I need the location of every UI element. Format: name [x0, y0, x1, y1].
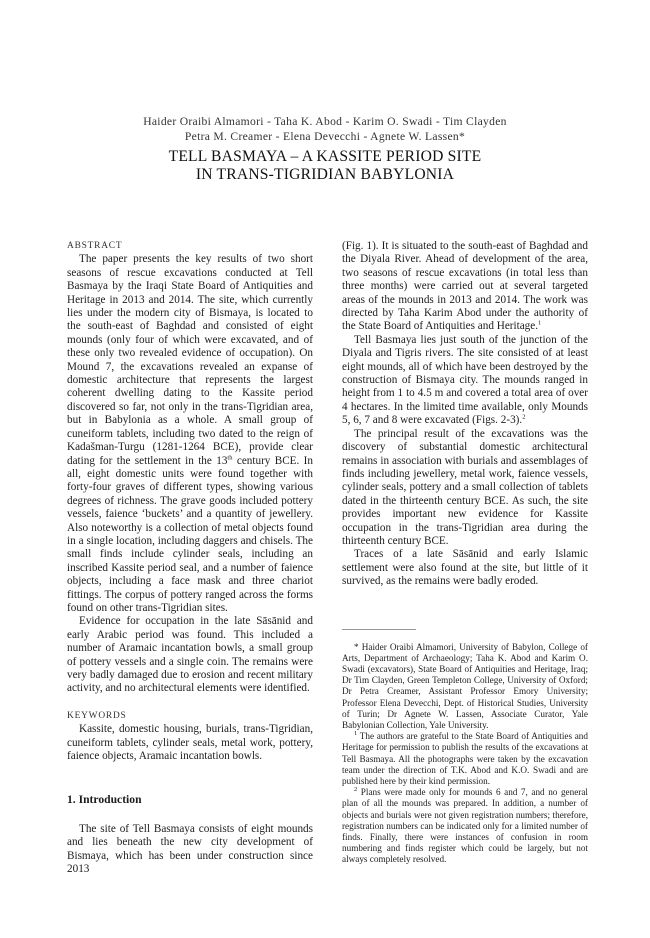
- keywords-text: Kassite, domestic housing, burials, trans-Tigridian, cuneiform tablets, cylinder seals, metal work, pottery, faience objects, Aramaic incantation bowls.: [67, 723, 313, 763]
- abstract-paragraph-2: Evidence for occupation in the late Sāsānid and early Arabic period was found. This included a number of Aramaic incantation bowls, a small group of pottery vessels and a single coin. The remains were very badly damaged due to erosion and recent military activity, and no architectural elements were identified.: [67, 615, 313, 695]
- keywords-heading: KEYWORDS: [67, 710, 127, 721]
- abstract-heading: ABSTRACT: [67, 241, 123, 251]
- title-line-2: IN TRANS-TIGRIDIAN BABYLONIA: [195, 166, 455, 183]
- body-paragraph-4: Traces of a late Sāsānid and early Islamic settlement were also found at the site, but little of it survived, as the remains were badly eroded.: [342, 548, 588, 588]
- author-list: [60, 114, 590, 144]
- abstract-paragraph-1: The paper presents the key results of two short seasons of rescue excavations conducted at Tell Basmaya by the Iraqi State Board of Antiquities and Heritage in 2013 and 2014. The site, which currently lies under the modern city of Bismaya, is located to the south-east of Baghdad and consisted of eight mounds (only four of which were excavated, and of these only two revealed evidence of occupation). On Mound 7, the excavations revealed an expanse of domestic architecture that represents the largest coherent dwelling dating to the Kassite period discovered so far, not only in the trans-Tigridian area, but in Babylonia as a whole. A small group of cuneiform tablets, including two dated to the reign of Kadašman-Turgu (1281-1264 BCE), provide clear dating for the settlement in the 13th century BCE. In all, eight domestic units were found together with forty-four graves of different types, showing various degrees of richness. The grave goods included pottery vessels, faience ‘buckets’ and a quantity of jewellery. Also noteworthy is a collection of metal objects found in a single location, including daggers and chisels. The small finds include cylinder seals, including an inscribed Kassite period seal, and a number of faience objects, including a face mask and three chariot fittings. The corpus of pottery ranged across the forms found on other trans-Tigridian sites.: [67, 253, 314, 614]
- footnote-divider: [342, 629, 416, 630]
- right-column: [342, 240, 588, 866]
- title-line-1: TELL BASMAYA – A KASSITE PERIOD SITE: [168, 148, 482, 165]
- footnotes: [342, 642, 588, 866]
- body-paragraph-2: Tell Basmaya lies just south of the junction of the Diyala and Tigris rivers. The site consisted of at least eight mounds, all of which have been destroyed by the construction of Bismaya city. The mounds ranged in height from 1 to 4.5 m and covered a total area of over 4 hectares. In the limited time available, only Mounds 5, 6, 7 and 8 were excavated (Figs. 2-3).$^2$: [342, 333, 588, 427]
- footnote-1: $^1$ The authors are grateful to the State Board of Antiquities and Heritage for permission to publish the results of the excavations at Tell Basmaya. All the photographs were taken by the excavation team under the direction of T.K. Abod and K.O. Swadi and are published here by their kind permission.: [342, 730, 588, 786]
- body-paragraph-1: (Fig. 1). It is situated to the south-east of Baghdad and the Diyala River. Ahead of development of the area, two seasons of rescue excavations (in total less than three months) were carried out at several targeted areas of the mounds in 2013 and 2014. The work was directed by Taha Karim Abod under the authority of the State Board of Antiquities and Heritage.$^1$: [342, 240, 588, 333]
- introduction-paragraph-1: The site of Tell Basmaya consists of eight mounds and lies beneath the new city development of Bismaya, which has been under construction since 2013: [67, 822, 313, 876]
- authors-line-1: Haider Oraibi Almamori - Taha K. Abod - Karim O. Swadi - Tim Clayden: [143, 115, 507, 128]
- article-title: [60, 148, 590, 184]
- introduction-heading: 1. Introduction: [67, 793, 142, 807]
- footnote-authors: * Haider Oraibi Almamori, University of Babylon, College of Arts, Department of Archaeology; Taha K. Abod and Karim O. Swadi (excavators), State Board of Antiquities and Heritage, Iraq; Dr Tim Clayden, Green Templeton College, University of Oxford; Dr Petra Creamer, Assistant Professor Emory University; Professor Elena Devecchi, Dept. of Historical Studies, University of Turin; Dr Agnete W. Lassen, Associate Curator, Yale Babylonian Collection, Yale University.: [342, 641, 588, 730]
- footnote-2: $^2$ Plans were made only for mounds 6 and 7, and no general plan of all the mounds was prepared. In addition, a number of objects and burials were not given registration numbers; therefore, registration numbers can be indicated only for a limited number of finds. Finally, there were instances of confusion in room numbering and finds register which could be largely, but not always completely resolved.: [342, 786, 588, 865]
- left-column: [67, 240, 313, 876]
- body-paragraph-3: The principal result of the excavations was the discovery of substantial domestic architectural remains in association with burials and assemblages of finds including jewellery, metal work, faience vessels, cylinder seals, pottery and a small collection of tablets dated in the thirteenth century BCE. As such, the site provides important new evidence for Kassite occupation in the trans-Tigridian area during the thirteenth century BCE.: [342, 427, 588, 547]
- authors-line-2: Petra M. Creamer - Elena Devecchi - Agnete W. Lassen*: [184, 130, 466, 143]
